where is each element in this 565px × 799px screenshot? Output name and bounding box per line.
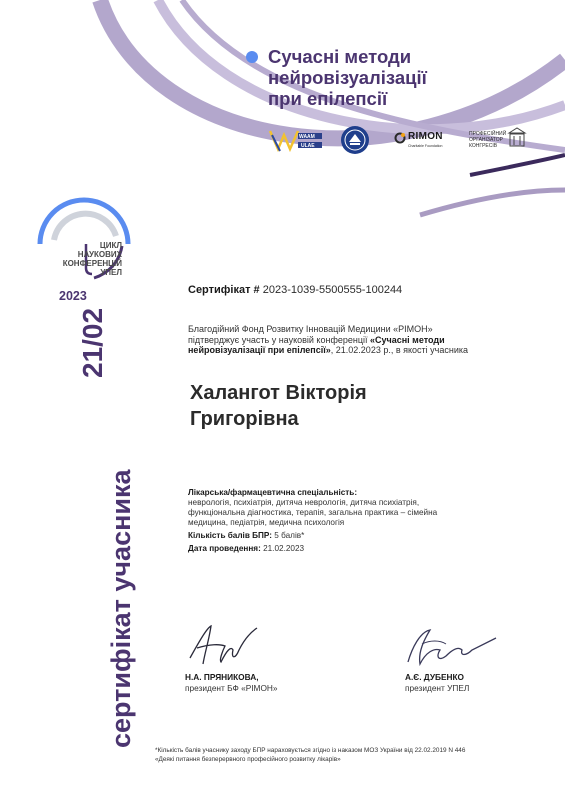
participant-name-line: Григорівна [190,408,299,430]
specialty-line: функціональна діагностика, терапія, загальна практика – сімейна [188,508,438,517]
signature-2-role: президент УПЕЛ [405,683,470,693]
organizer-logo-line: КОНГРЕСІВ [469,143,498,149]
footnotes [155,747,555,764]
specialty-label: Лікарська/фармацевтична спеціальність: [188,488,358,497]
certificate-number-label: Сертифікат # [188,284,260,296]
side-certificate-word [0,392,244,752]
details-block [188,488,508,554]
signature-2-name: А.Є. ДУБЕНКО [405,672,464,682]
cycle-line: НАУКОВИХ [77,250,122,259]
side-date-text: 21/02 [77,307,108,378]
intro-conference-name: «Сучасні методи [370,334,445,345]
cycle-line: УПЕЛ [100,268,122,277]
partner-logo-waam [268,127,324,153]
date-value: 21.02.2023 [263,544,305,553]
participant-name [190,380,490,432]
footnote-line: «Деякі питання безперервного професійного розвитку лікарів» [155,755,341,763]
partner-logo-seal [340,125,370,155]
cycle-line: ЦИКЛ [99,241,122,250]
side-certificate-text: сертифікат учасника [106,469,136,748]
rimon-logo-icon [394,132,406,144]
intro-text: підтверджує участь у науковій конференції [188,334,370,345]
seal-logo-icon [340,125,370,155]
conference-title-line: при епілепсії [268,88,388,109]
certificate-number [188,284,402,296]
partner-logo-rimon [394,131,454,151]
points-value: 5 балів* [274,531,305,540]
side-year: 2023 [59,289,87,303]
conference-dot-icon [246,51,258,63]
footnote-line: *Кількість балів учаснику заходу БПР нараховується згідно із наказом МОЗ України від 22.02.2019 N 446 [155,747,466,754]
building-logo-icon [507,127,527,149]
signature-2 [400,622,500,670]
certificate-number-value: 2023-1039-5500555-100244 [262,284,403,296]
specialty-line: медицина, педіатрія, медична психологія [188,518,345,527]
date-label: Дата проведення: [188,544,261,553]
svg-text:WAAM: WAAM [299,134,315,140]
rimon-logo-subtext: Charitable Foundation [408,144,443,148]
intro-paragraph [188,324,498,356]
points-label: Кількість балів БПР: [188,531,272,540]
signature-1-role: президент БФ «РІМОН» [185,683,278,693]
organizer-logo-line: ОРГАНІЗАТОР [469,137,503,143]
cycle-logo-text [42,241,122,277]
partner-logo-organizer [469,131,549,155]
rimon-logo-text: RIMON [408,131,443,142]
intro-line: Благодійний Фонд Розвитку Інновацій Медицини «РІМОН» [188,324,433,334]
svg-text:ULAE: ULAE [301,143,315,149]
waam-logo-icon [268,127,324,153]
specialty-line: неврологія, психіатрія, дитяча неврологія, дитяча психіатрія, [188,498,420,507]
conference-title-line: нейровізуалізації [268,67,427,88]
cycle-line: КОНФЕРЕНЦІЙ [62,259,122,268]
side-date [24,301,124,381]
signature-1-name: Н.А. ПРЯНИКОВА, [185,672,259,682]
conference-title [268,46,528,109]
conference-title-line: Сучасні методи [268,46,412,67]
intro-text: , 21.02.2023 р., в якості учасника [330,345,468,355]
participant-name-line: Халангот Вікторія [190,382,367,404]
organizer-logo-line: ПРОФЕСІЙНИЙ [469,131,507,137]
signature-1 [185,620,265,670]
intro-conference-name: нейровізуалізації при епілепсії» [188,345,331,355]
